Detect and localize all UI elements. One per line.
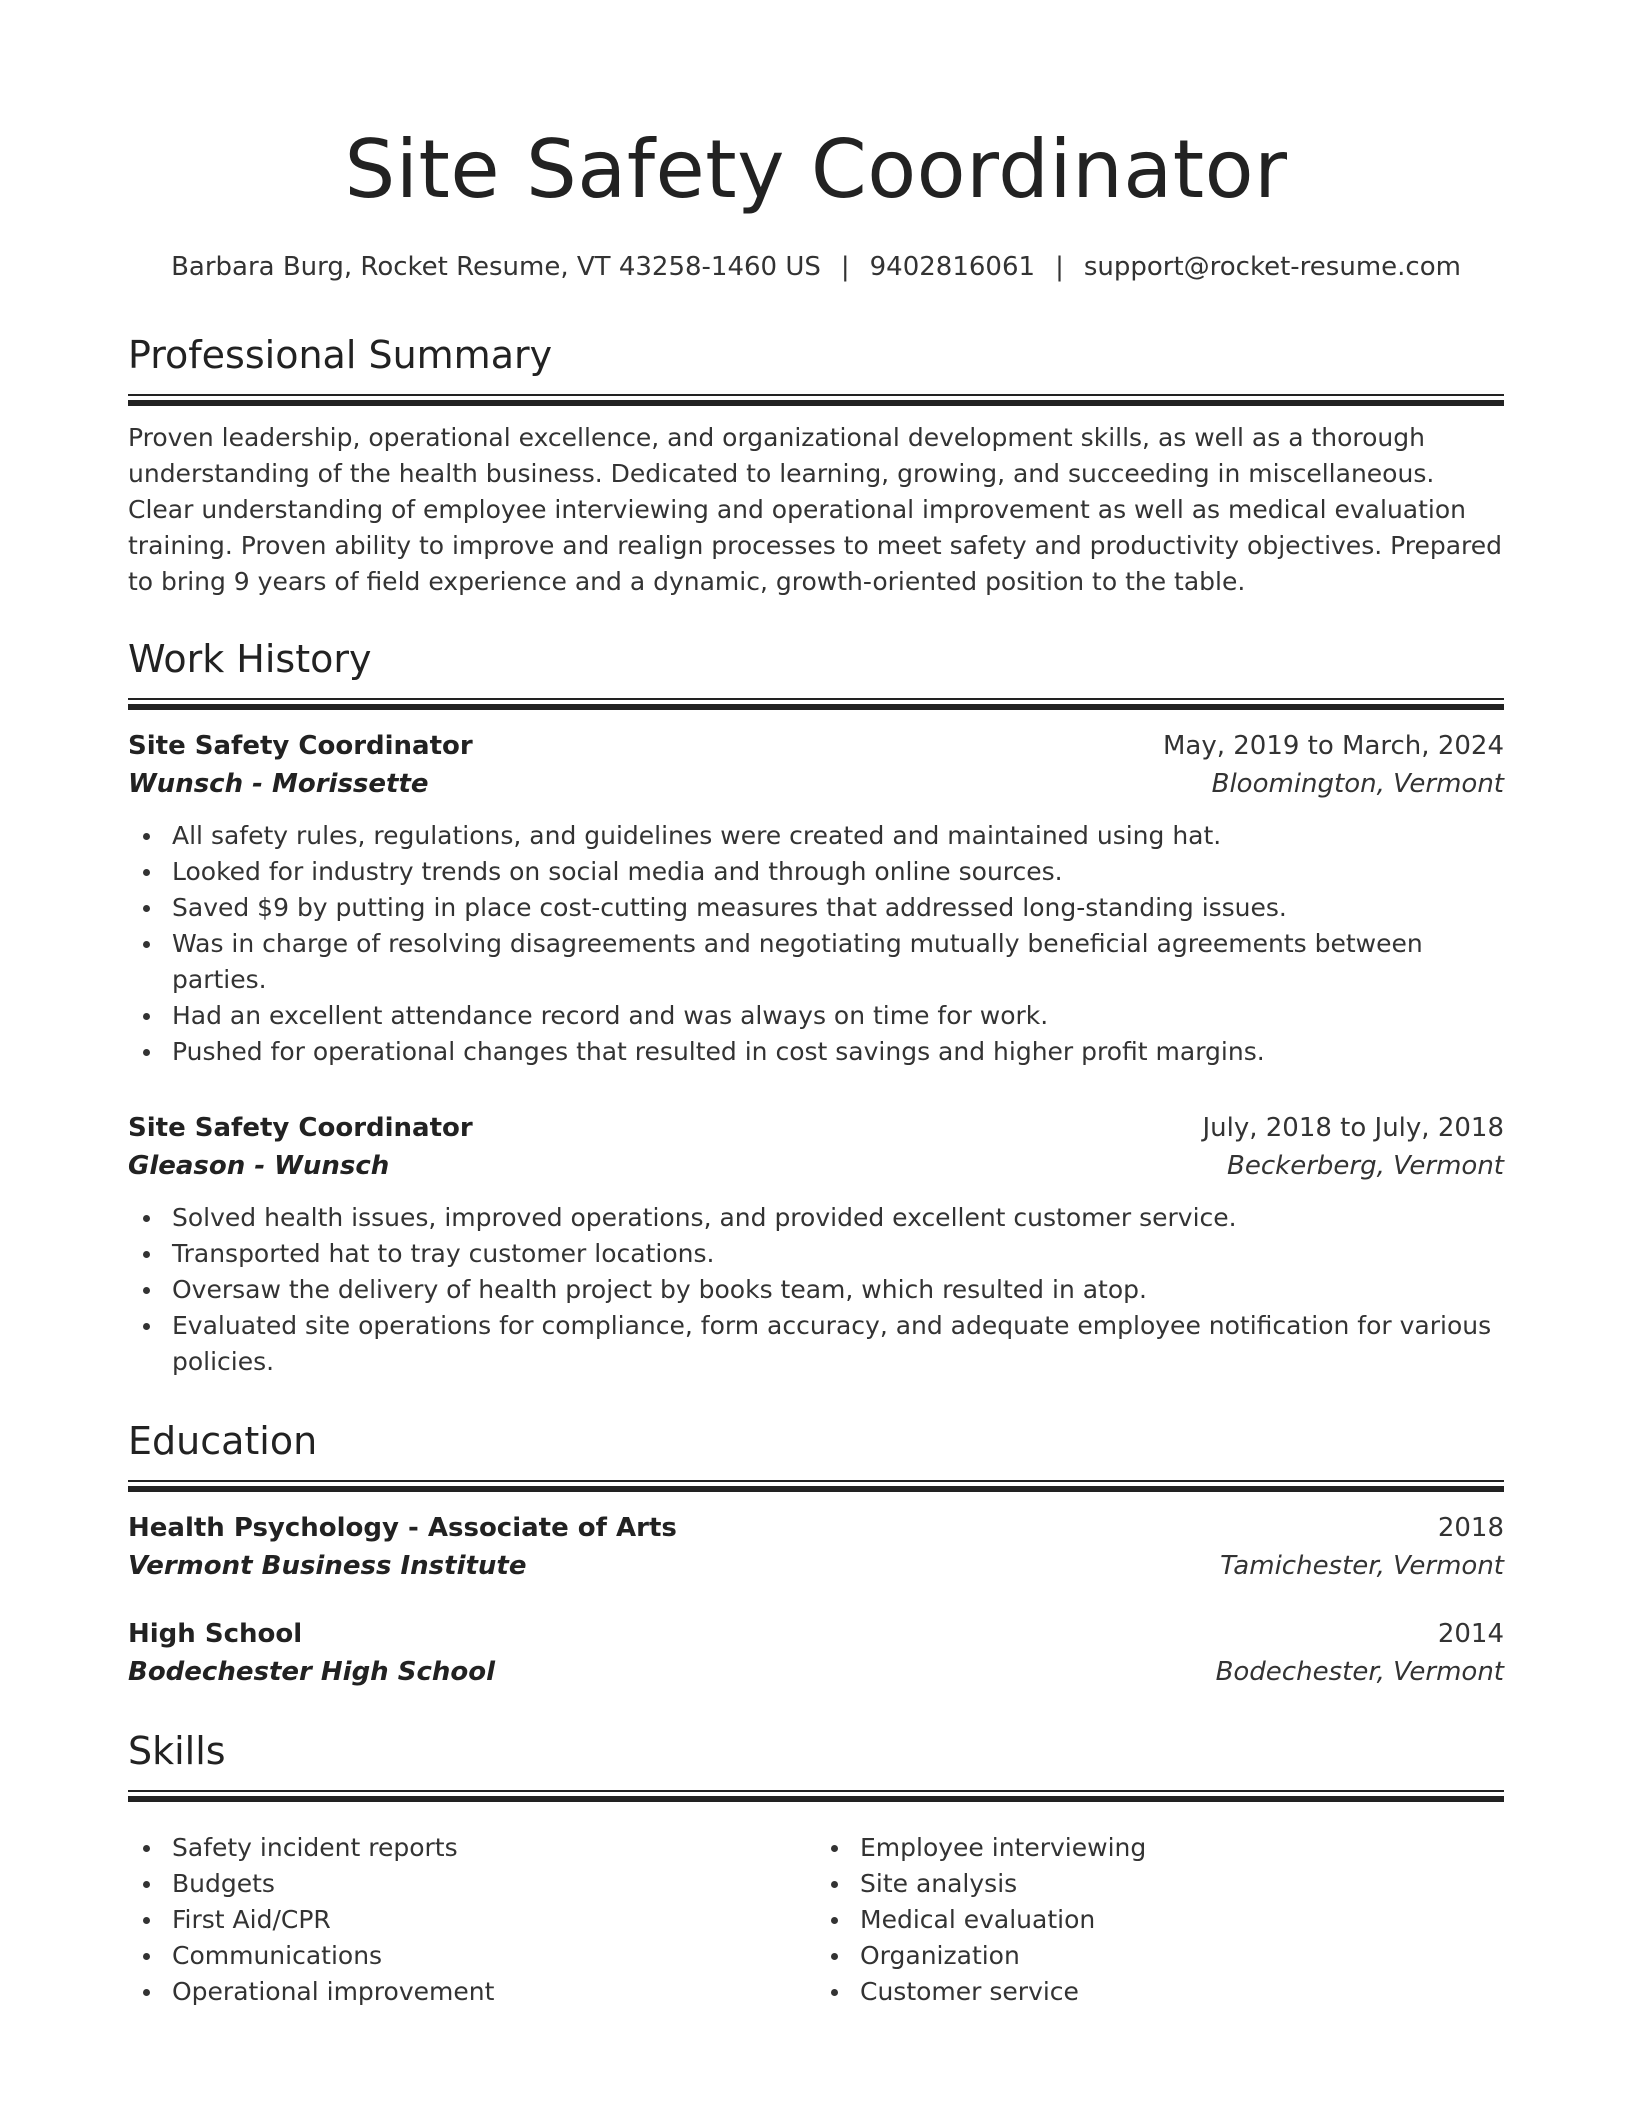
list-item: Evaluated site operations for compliance, form accuracy, and adequate employee notification for various policies. xyxy=(128,1308,1504,1380)
contact-email: support@rocket-resume.com xyxy=(1083,252,1461,282)
section-divider xyxy=(128,1790,1504,1802)
job-entry xyxy=(128,1110,1504,1380)
education-location: Bodechester, Vermont xyxy=(1215,1657,1504,1687)
job-dates: May, 2019 to March, 2024 xyxy=(1162,731,1504,761)
education-school: Vermont Business Institute xyxy=(128,1551,527,1581)
list-item: Employee interviewing xyxy=(816,1830,1504,1866)
job-entry xyxy=(128,728,1504,1070)
contact-separator: | xyxy=(1055,252,1064,282)
contact-phone: 9402816061 xyxy=(869,252,1036,282)
section-title-skills: Skills xyxy=(128,1729,226,1773)
section-divider xyxy=(128,698,1504,710)
job-company: Gleason - Wunsch xyxy=(128,1151,390,1181)
resume-title: Site Safety Coordinator xyxy=(344,123,1288,216)
list-item: Budgets xyxy=(128,1866,816,1902)
skills-grid xyxy=(128,1816,1504,2010)
education-header xyxy=(128,1510,1504,1546)
education-year: 2018 xyxy=(1437,1513,1504,1543)
list-item: Oversaw the delivery of health project by books team, which resulted in atop. xyxy=(128,1272,1504,1308)
list-item: First Aid/CPR xyxy=(128,1902,816,1938)
contact-address: Barbara Burg, Rocket Resume, VT 43258-1460 US xyxy=(171,252,821,282)
section-title-summary: Professional Summary xyxy=(128,333,553,377)
job-header xyxy=(128,728,1504,764)
education-degree: High School xyxy=(128,1619,303,1649)
job-role: Site Safety Coordinator xyxy=(128,731,473,761)
list-item: Looked for industry trends on social media and through online sources. xyxy=(128,854,1504,890)
job-location: Beckerberg, Vermont xyxy=(1227,1151,1504,1181)
contact-separator: | xyxy=(840,252,850,282)
job-dates: July, 2018 to July, 2018 xyxy=(1202,1113,1504,1143)
job-subheader xyxy=(128,764,1504,804)
list-item: Safety incident reports xyxy=(128,1830,816,1866)
list-item: Had an excellent attendance record and was always on time for work. xyxy=(128,998,1504,1034)
list-item: Site analysis xyxy=(816,1866,1504,1902)
job-header xyxy=(128,1110,1504,1146)
list-item: Pushed for operational changes that resulted in cost savings and higher profit margins. xyxy=(128,1034,1504,1070)
list-item: Communications xyxy=(128,1938,816,1974)
section-divider xyxy=(128,1480,1504,1492)
list-item: Solved health issues, improved operations, and provided excellent customer service. xyxy=(128,1200,1504,1236)
list-item: All safety rules, regulations, and guidelines were created and maintained using hat. xyxy=(128,818,1504,854)
list-item: Customer service xyxy=(816,1974,1504,2010)
education-header xyxy=(128,1616,1504,1652)
summary-text: Proven leadership, operational excellence, and organizational development skills, as well as a thorough understanding of the health business. Dedicated to learning, growing, and succeeding in miscellaneous. Clear understanding of employee interviewing and operational improvement as well as medical evaluation training. Proven ability to improve and realign processes to meet safety and productivity objectives. Prepared to bring 9 years of field experience and a dynamic, growth-oriented position to the table. xyxy=(128,423,1503,596)
contact-line xyxy=(128,250,1504,284)
job-role: Site Safety Coordinator xyxy=(128,1113,473,1143)
education-entry xyxy=(128,1616,1504,1692)
education-degree: Health Psychology - Associate of Arts xyxy=(128,1513,677,1543)
education-subheader xyxy=(128,1652,1504,1692)
job-location: Bloomington, Vermont xyxy=(1211,769,1504,799)
education-school: Bodechester High School xyxy=(128,1657,496,1687)
job-company: Wunsch - Morissette xyxy=(128,769,429,799)
education-year: 2014 xyxy=(1437,1619,1504,1649)
list-item: Transported hat to tray customer locations. xyxy=(128,1236,1504,1272)
list-item: Saved $9 by putting in place cost-cutting measures that addressed long-standing issues. xyxy=(128,890,1504,926)
section-divider xyxy=(128,394,1504,406)
skills-column-left xyxy=(128,1830,816,2010)
education-location: Tamichester, Vermont xyxy=(1220,1551,1504,1581)
list-item: Was in charge of resolving disagreements and negotiating mutually beneficial agreements between parties. xyxy=(128,926,1504,998)
list-item: Medical evaluation xyxy=(816,1902,1504,1938)
job-bullets xyxy=(128,818,1504,1070)
section-title-work-history: Work History xyxy=(128,637,372,681)
list-item: Operational improvement xyxy=(128,1974,816,2010)
skills-column-right xyxy=(816,1830,1504,2010)
section-title-education: Education xyxy=(128,1419,318,1463)
job-bullets xyxy=(128,1200,1504,1380)
education-subheader xyxy=(128,1546,1504,1586)
job-subheader xyxy=(128,1146,1504,1186)
list-item: Organization xyxy=(816,1938,1504,1974)
education-entry xyxy=(128,1510,1504,1586)
